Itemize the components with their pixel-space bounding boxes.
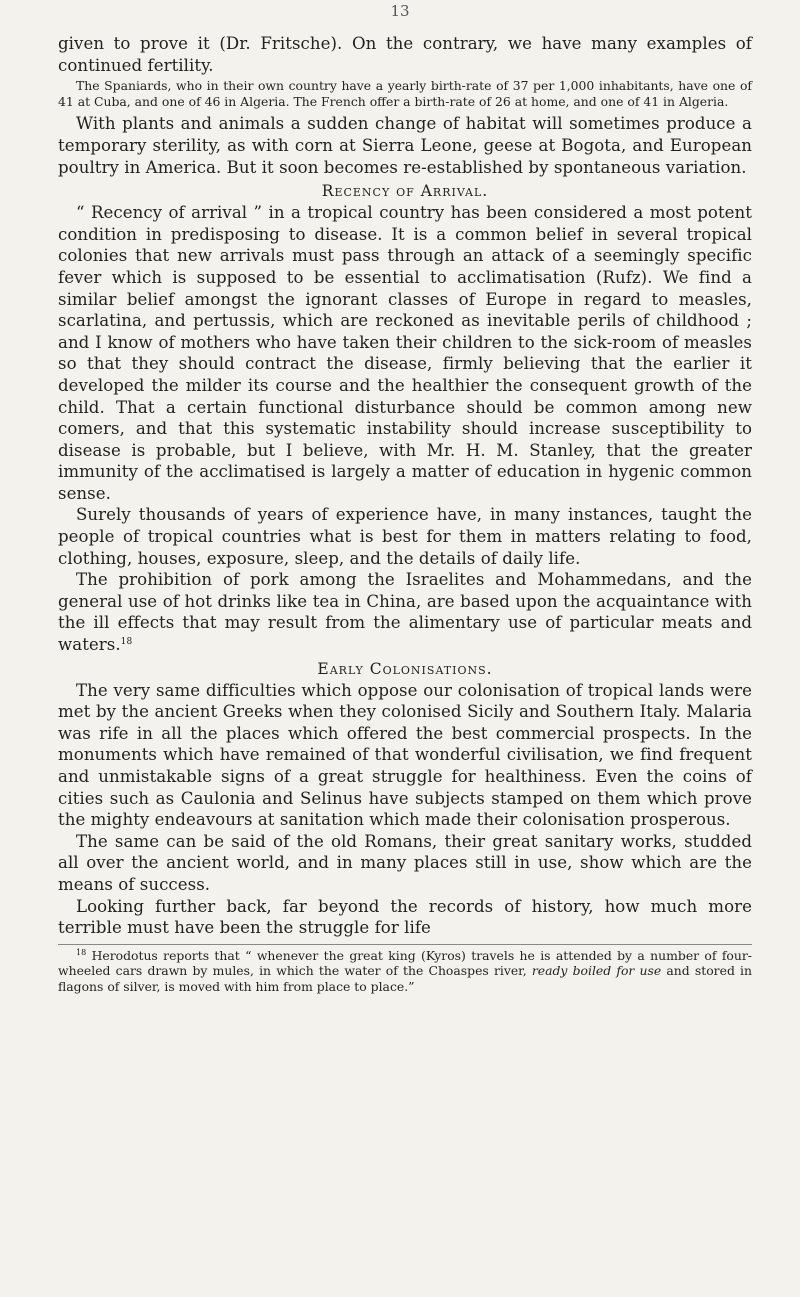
footnote-text-italic: ready boiled for use xyxy=(531,963,662,979)
section-heading-recency: Recency of Arrival. xyxy=(321,182,489,201)
paragraph-plants-animals: With plants and animals a sudden change of habitat will sometimes produce a temporary sterility, as with corn at Sierra Leone, geese at Bogota, and European poultry in America. But it soon becomes re-established by spontaneous variation. xyxy=(58,114,752,177)
prohibition-text: The prohibition of pork among the Israelites and Mohammedans, and the general use of hot drinks like tea in China, are based upon the acquaintance with the ill effects that may result from the alimentary use of particular meats and waters. xyxy=(58,570,752,655)
page-number: 13 xyxy=(390,2,410,20)
paragraph-fertility: given to prove it (Dr. Fritsche). On the contrary, we have many examples of continued fertility. xyxy=(58,34,752,75)
paragraph-experience: Surely thousands of years of experience have, in many instances, taught the people of tropical countries what is best for them in matters relating to food, clothing, houses, exposure, sleep, and the details of daily life. xyxy=(58,505,752,568)
paragraph-prohibition xyxy=(58,569,752,655)
footnote xyxy=(58,948,752,994)
footnote-ref: 18 xyxy=(120,637,133,648)
paragraph-history: Looking further back, far beyond the records of history, how much more terrible must have been the struggle for life xyxy=(58,896,752,938)
section-heading-colonisations: Early Colonisations. xyxy=(317,659,493,678)
paragraph-recency: “ Recency of arrival ” in a tropical country has been considered a most potent condition in predisposing to disease. It is a common belief in several tropical colonies that new arrivals must pass through an attack of a seemingly specific fever which is supposed to be essential to acclimatisation (Rufz). We find a similar belief amongst the ignorant classes of Europe in regard to measles, scarlatina, and pertussis, which are reckoned as inevitable perils of childhood ; and I know of mothers who have taken their children to the sick-room of measles so that they should contract the disease, firmly believing that the earlier it developed the milder its course and the healthier the consequent growth of the child. That a certain functional disturbance should be common among new comers, and that this systematic instability should increase susceptibility to disease is probable, but I believe, with Mr. H. M. Stanley, that the greater immunity of the acclimatised is largely a matter of education in hygenic common sense. xyxy=(58,203,752,503)
body-text xyxy=(58,33,752,994)
paragraph-romans: The same can be said of the old Romans, their great sanitary works, studded all over the ancient world, and in many places still in use, show which are the means of success. xyxy=(58,831,752,894)
footnote-divider xyxy=(58,944,752,945)
birth-rate-note: The Spaniards, who in their own country have a yearly birth-rate of 37 per 1,000 inhabitants, have one of 41 at Cuba, and one of 46 in Algeria. The French offer a birth-rate of 26 at home, and one of 41 in Algeria. xyxy=(58,78,752,109)
paragraph-greeks: The very same difficulties which oppose our colonisation of tropical lands were met by the ancient Greeks when they colonised Sicily and Southern Italy. Malaria was rife in all the places which offered the best commercial prospects. In the monuments which have remained of that wonderful civilisation, we find frequent and unmistakable signs of a great struggle for healthiness. Even the coins of cities such as Caulonia and Selinus have subjects stamped on them which prove the mighty endeavours at sanitation which made their colonisation prosperous. xyxy=(58,680,752,830)
footnote-text-b: and stored in flagons of silver, is moved with him from place to place.” xyxy=(58,963,752,994)
footnote-mark: 18 xyxy=(76,947,87,957)
footnote-text-a: Herodotus reports that “ whenever the great king (Kyros) travels he is attended by a number of four-wheeled cars drawn by mules, in which the water of the Choaspes river, xyxy=(58,947,752,979)
